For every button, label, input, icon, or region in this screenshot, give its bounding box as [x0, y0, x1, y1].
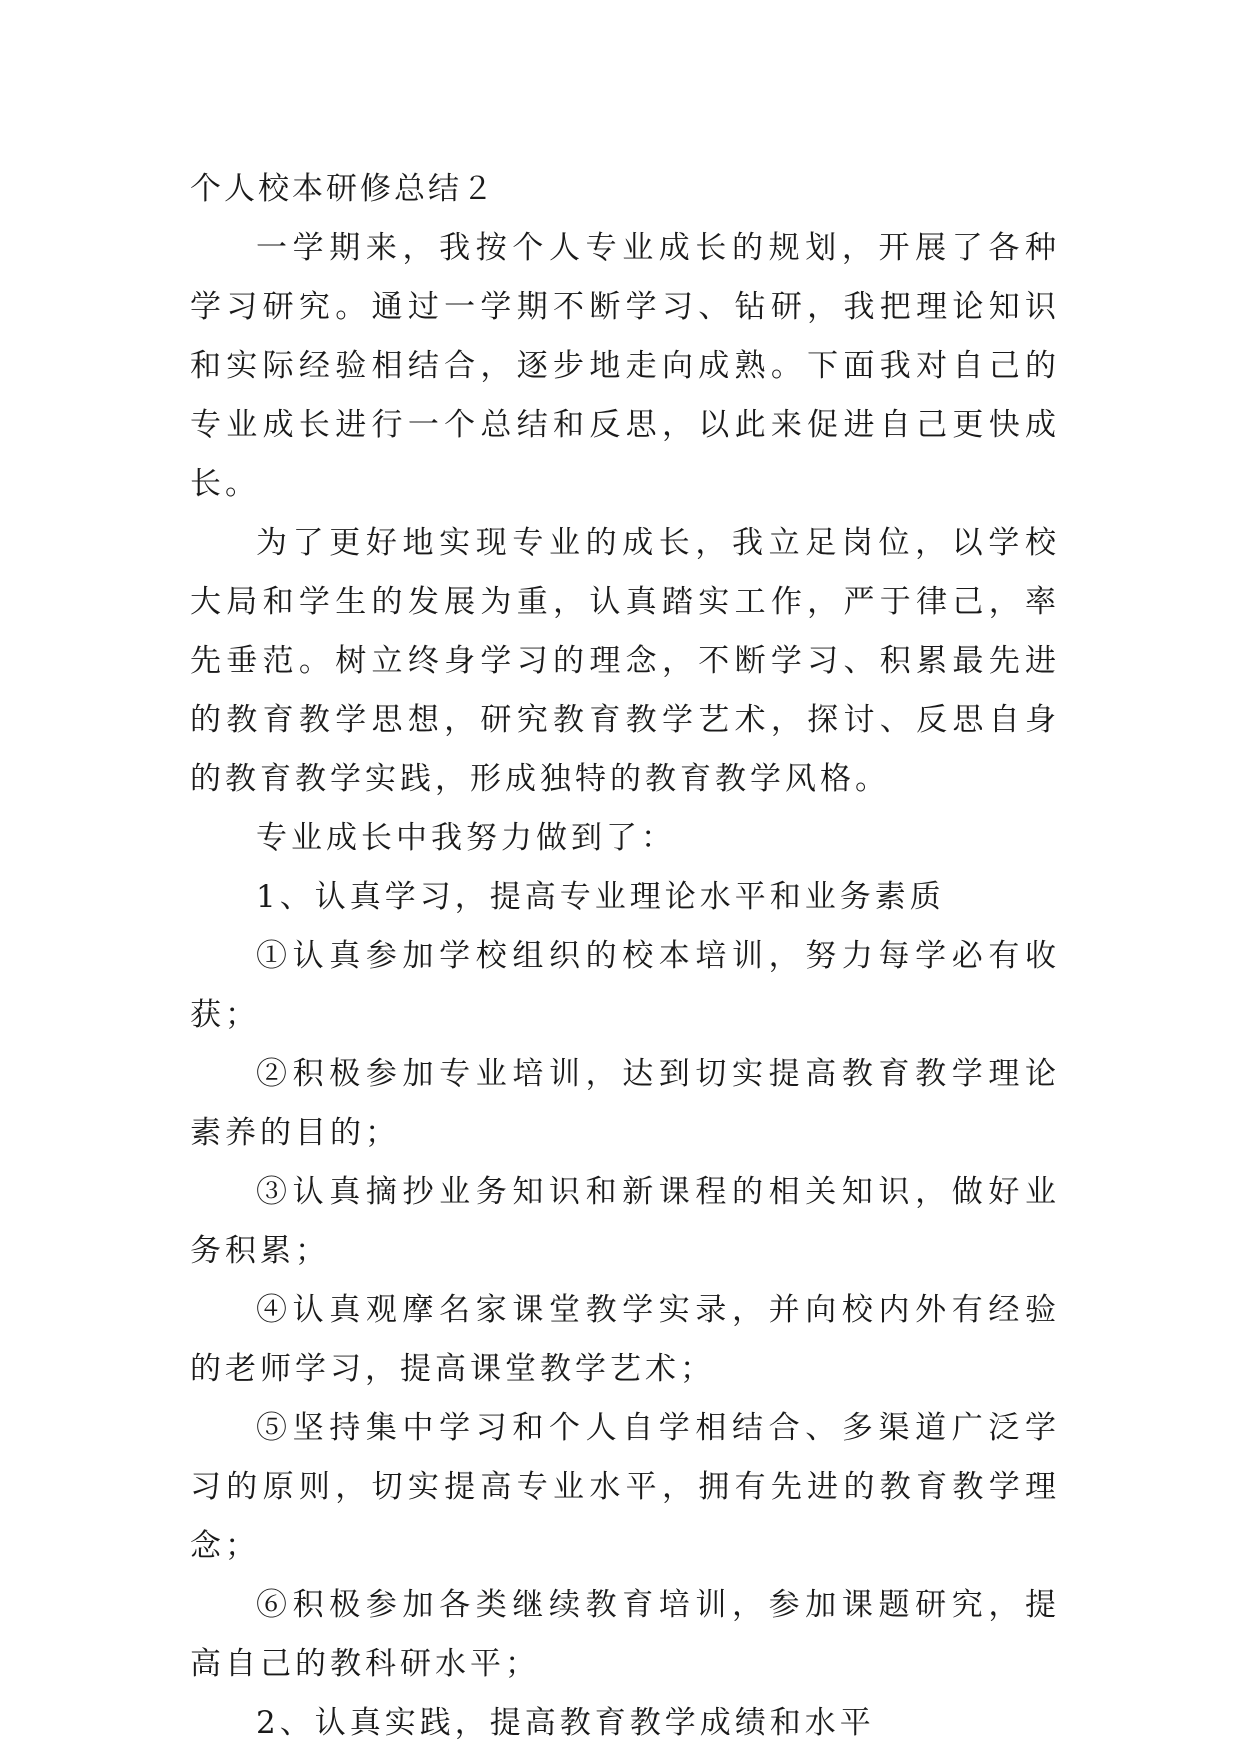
list-item-4: ④认真观摩名家课堂教学实录，并向校内外有经验的老师学习，提高课堂教学艺术；	[190, 1292, 1060, 1387]
document-title: 个人校本研修总结２	[190, 171, 496, 207]
list-item-2: ②积极参加专业培训，达到切实提高教育教学理论素养的目的；	[190, 1056, 1060, 1151]
paragraph-position: 为了更好地实现专业的成长，我立足岗位，以学校大局和学生的发展为重，认真踏实工作，严于律己，率先垂范。树立终身学习的理念，不断学习、积累最先进的教育教学思想，研究教育教学艺术，探讨、反思自身的教育教学实践，形成独特的教育教学风格。	[190, 525, 1060, 797]
list-item-5: ⑤坚持集中学习和个人自学相结合、多渠道广泛学习的原则，切实提高专业水平，拥有先进的教育教学理念；	[190, 1410, 1060, 1564]
document-body	[190, 160, 1060, 1753]
list-item-1: ①认真参加学校组织的校本培训，努力每学必有收获；	[190, 938, 1060, 1033]
section-heading-1: 1、认真学习，提高专业理论水平和业务素质	[256, 879, 945, 915]
list-item-6: ⑥积极参加各类继续教育培训，参加课题研究，提高自己的教科研水平；	[190, 1587, 1060, 1682]
paragraph-achievements-heading: 专业成长中我努力做到了：	[256, 820, 676, 856]
list-item-3: ③认真摘抄业务知识和新课程的相关知识，做好业务积累；	[190, 1174, 1060, 1269]
section-heading-2: 2、认真实践，提高教育教学成绩和水平	[256, 1705, 875, 1741]
paragraph-intro: 一学期来，我按个人专业成长的规划，开展了各种学习研究。通过一学期不断学习、钻研，我把理论知识和实际经验相结合，逐步地走向成熟。下面我对自己的专业成长进行一个总结和反思，以此来促进自己更快成长。	[190, 230, 1060, 502]
